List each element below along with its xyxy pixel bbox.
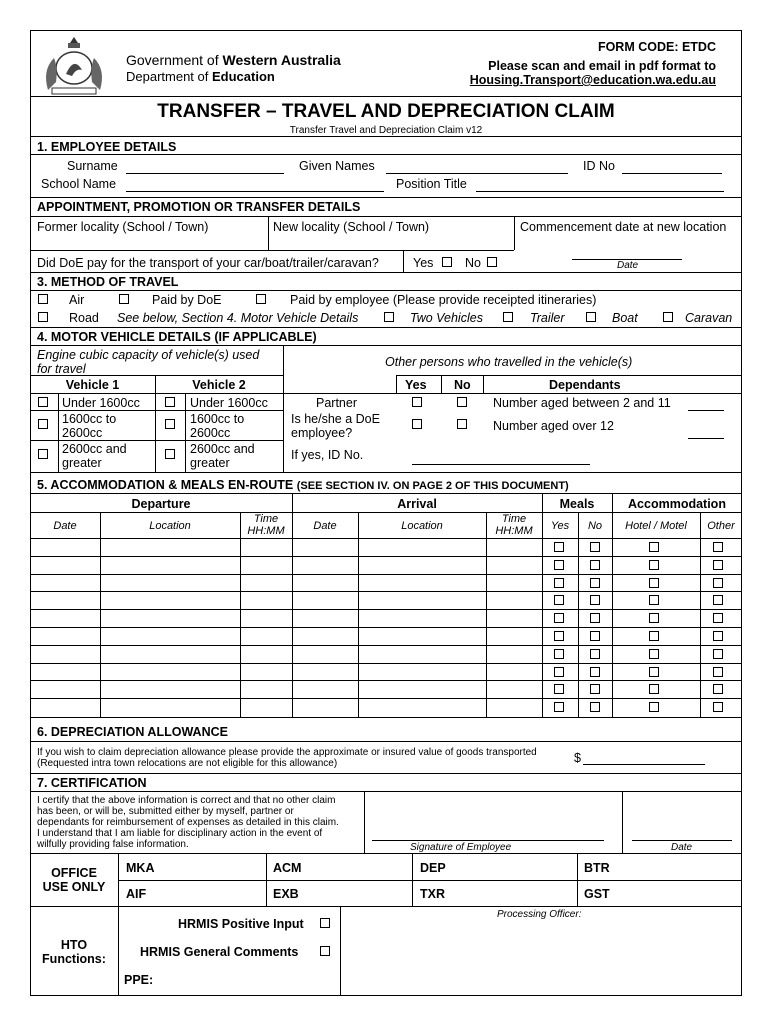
processing-officer-label: Processing Officer: bbox=[497, 909, 582, 920]
doe-pay-no-label: No bbox=[465, 256, 481, 270]
given-names-label: Given Names bbox=[299, 159, 375, 173]
hotel-motel-checkbox[interactable] bbox=[649, 684, 659, 694]
other-checkbox[interactable] bbox=[713, 595, 723, 605]
depreciation-text-1: If you wish to claim depreciation allowance please provide the approximate or insured value of goods transported bbox=[37, 747, 537, 758]
other-checkbox[interactable] bbox=[713, 560, 723, 570]
v1-1600-2600-label-2: 2600cc bbox=[62, 426, 103, 440]
partner-doe-no-checkbox[interactable] bbox=[457, 419, 467, 429]
hotel-motel-checkbox[interactable] bbox=[649, 613, 659, 623]
v2-under-1600-checkbox[interactable] bbox=[165, 397, 175, 407]
road-label: Road bbox=[69, 311, 99, 325]
depreciation-text-2: (Requested intra town relocations are not eligible for this allowance) bbox=[37, 758, 338, 769]
doe-pay-no-checkbox[interactable] bbox=[487, 257, 497, 267]
hrmis-comments-label: HRMIS General Comments bbox=[140, 945, 299, 959]
certification-text-4: I understand that I am liable for disciplinary action in the event of bbox=[37, 828, 323, 839]
commencement-date-label: Commencement date at new location bbox=[520, 220, 727, 234]
v1-under-1600-label: Under 1600cc bbox=[62, 396, 140, 410]
commencement-date-caption: Date bbox=[617, 260, 639, 271]
v1-2600-plus-label-2: greater bbox=[62, 456, 102, 470]
v2-2600-plus-checkbox[interactable] bbox=[165, 449, 175, 459]
aged-2-11-label: Number aged between 2 and 11 bbox=[493, 396, 671, 410]
certification-date-field[interactable] bbox=[632, 840, 732, 841]
caravan-label: Caravan bbox=[685, 311, 733, 325]
hotel-motel-checkbox[interactable] bbox=[649, 542, 659, 552]
certification-heading: 7. CERTIFICATION bbox=[37, 776, 147, 790]
partner-label: Partner bbox=[316, 396, 357, 410]
meals-yes-checkbox[interactable] bbox=[554, 613, 564, 623]
id-no-field[interactable] bbox=[622, 173, 722, 174]
employee-details-heading: 1. EMPLOYEE DETAILS bbox=[37, 140, 177, 154]
caravan-checkbox[interactable] bbox=[663, 312, 673, 322]
hotel-motel-checkbox[interactable] bbox=[649, 631, 659, 641]
other-checkbox[interactable] bbox=[713, 702, 723, 712]
signature-caption: Signature of Employee bbox=[410, 842, 512, 853]
doe-pay-yes-checkbox[interactable] bbox=[442, 257, 452, 267]
other-col: Other bbox=[707, 520, 735, 532]
v1-1600-2600-label-1: 1600cc to bbox=[62, 412, 117, 426]
hotel-motel-checkbox[interactable] bbox=[649, 578, 659, 588]
boat-label: Boat bbox=[612, 311, 638, 325]
two-vehicles-label: Two Vehicles bbox=[410, 311, 483, 325]
aged-over-12-field[interactable] bbox=[688, 438, 724, 439]
trailer-label: Trailer bbox=[530, 311, 565, 325]
certification-text-1: I certify that the above information is correct and that no other claim bbox=[37, 795, 336, 806]
engine-capacity-label-1: Engine cubic capacity of vehicle(s) used bbox=[37, 348, 260, 362]
department-name: Department of Education bbox=[126, 69, 275, 84]
hrmis-positive-label: HRMIS Positive Input bbox=[178, 917, 304, 931]
meals-yes-checkbox[interactable] bbox=[554, 631, 564, 641]
v2-under-1600-label: Under 1600cc bbox=[190, 396, 268, 410]
two-vehicles-checkbox[interactable] bbox=[384, 312, 394, 322]
partner-id-field[interactable] bbox=[412, 464, 590, 465]
form-frame bbox=[30, 30, 742, 996]
form-title: TRANSFER – TRAVEL AND DEPRECIATION CLAIM bbox=[157, 101, 615, 122]
hto-label-1: HTO bbox=[60, 938, 88, 952]
new-locality-label: New locality (School / Town) bbox=[273, 220, 430, 234]
other-checkbox[interactable] bbox=[713, 667, 723, 677]
v2-1600-2600-label-1: 1600cc to bbox=[190, 412, 245, 426]
office-code-txr: TXR bbox=[420, 887, 445, 901]
other-checkbox[interactable] bbox=[713, 649, 723, 659]
aged-2-11-field[interactable] bbox=[688, 410, 724, 411]
other-persons-label: Other persons who travelled in the vehicle(s) bbox=[385, 355, 633, 369]
other-checkbox[interactable] bbox=[713, 613, 723, 623]
hrmis-positive-checkbox[interactable] bbox=[320, 918, 330, 928]
scan-note: Please scan and email in pdf format to bbox=[488, 59, 716, 73]
is-doe-employee-label-1: Is he/she a DoE bbox=[291, 412, 380, 426]
trailer-checkbox[interactable] bbox=[503, 312, 513, 322]
meals-no-checkbox[interactable] bbox=[590, 667, 600, 677]
meals-no-checkbox[interactable] bbox=[590, 631, 600, 641]
hrmis-comments-checkbox[interactable] bbox=[320, 946, 330, 956]
meals-yes-checkbox[interactable] bbox=[554, 542, 564, 552]
meals-no-checkbox[interactable] bbox=[590, 595, 600, 605]
paid-by-doe-checkbox[interactable] bbox=[119, 294, 129, 304]
air-checkbox[interactable] bbox=[38, 294, 48, 304]
departure-location-col: Location bbox=[149, 520, 191, 532]
meals-no-checkbox[interactable] bbox=[590, 684, 600, 694]
meals-yes-checkbox[interactable] bbox=[554, 667, 564, 677]
v2-2600-plus-label-1: 2600cc and bbox=[190, 442, 255, 456]
arrival-heading: Arrival bbox=[397, 497, 437, 511]
road-checkbox[interactable] bbox=[38, 312, 48, 322]
email-link[interactable]: Housing.Transport@education.wa.edu.au bbox=[469, 73, 716, 87]
partner-no-heading: No bbox=[454, 378, 471, 392]
ppe-label: PPE: bbox=[124, 973, 154, 987]
hotel-motel-checkbox[interactable] bbox=[649, 702, 659, 712]
position-title-field[interactable] bbox=[476, 191, 724, 192]
arrival-location-col: Location bbox=[401, 520, 443, 532]
method-of-travel-heading: 3. METHOD OF TRAVEL bbox=[37, 275, 179, 289]
certification-text-3: dependants for reimbursement of expenses as detailed in this claim. bbox=[37, 817, 339, 828]
v1-under-1600-checkbox[interactable] bbox=[38, 397, 48, 407]
partner-yes-heading: Yes bbox=[405, 378, 427, 392]
meals-yes-checkbox[interactable] bbox=[554, 684, 564, 694]
employee-signature-field[interactable] bbox=[372, 840, 604, 841]
dependants-heading: Dependants bbox=[549, 378, 621, 392]
departure-time-col: Time HH:MM bbox=[247, 513, 285, 537]
office-code-acm: ACM bbox=[273, 861, 302, 875]
accommodation-heading: 5. ACCOMMODATION & MEALS EN-ROUTE (SEE SECTION IV. ON PAGE 2 OF THIS DOCUMENT) bbox=[37, 478, 569, 492]
certification-date-caption: Date bbox=[671, 842, 693, 853]
accommodation-col-heading: Accommodation bbox=[628, 497, 726, 511]
is-doe-employee-label-2: employee? bbox=[291, 426, 353, 440]
wa-crest-logo bbox=[38, 34, 110, 98]
other-checkbox[interactable] bbox=[713, 542, 723, 552]
id-no-label: ID No bbox=[583, 159, 615, 173]
school-name-label: School Name bbox=[41, 177, 117, 191]
engine-capacity-label-2: for travel bbox=[37, 362, 86, 376]
school-name-field[interactable] bbox=[126, 191, 384, 192]
departure-date-col: Date bbox=[53, 520, 77, 532]
meals-heading: Meals bbox=[559, 497, 595, 511]
hotel-motel-checkbox[interactable] bbox=[649, 649, 659, 659]
depreciation-value-field[interactable] bbox=[583, 764, 705, 765]
office-code-gst: GST bbox=[584, 887, 610, 901]
hto-label-2: Functions: bbox=[42, 952, 106, 966]
other-checkbox[interactable] bbox=[713, 578, 723, 588]
meals-yes-checkbox[interactable] bbox=[554, 578, 564, 588]
office-use-label-2: USE ONLY bbox=[42, 880, 106, 894]
meals-yes-checkbox[interactable] bbox=[554, 595, 564, 605]
meals-no-checkbox[interactable] bbox=[590, 649, 600, 659]
vehicle-1-heading: Vehicle 1 bbox=[65, 378, 120, 392]
form-subtitle: Transfer Travel and Depreciation Claim v12 bbox=[289, 125, 483, 136]
air-label: Air bbox=[69, 293, 85, 307]
meals-no-checkbox[interactable] bbox=[590, 542, 600, 552]
if-yes-id-label: If yes, ID No. bbox=[291, 448, 364, 462]
office-code-aif: AIF bbox=[126, 887, 147, 901]
given-names-field[interactable] bbox=[386, 173, 568, 174]
office-code-btr: BTR bbox=[584, 861, 610, 875]
former-locality-label: Former locality (School / Town) bbox=[37, 220, 209, 234]
vehicle-2-heading: Vehicle 2 bbox=[192, 378, 246, 392]
partner-no-checkbox[interactable] bbox=[457, 397, 467, 407]
arrival-time-col: Time HH:MM bbox=[495, 513, 533, 537]
see-below-note: See below, Section 4. Motor Vehicle Details bbox=[117, 311, 359, 325]
other-checkbox[interactable] bbox=[713, 684, 723, 694]
v1-2600-plus-label-1: 2600cc and bbox=[62, 442, 127, 456]
form-code: FORM CODE: ETDC bbox=[597, 40, 716, 54]
surname-label: Surname bbox=[67, 159, 118, 173]
v1-2600-plus-checkbox[interactable] bbox=[38, 449, 48, 459]
partner-yes-checkbox[interactable] bbox=[412, 397, 422, 407]
v2-1600-2600-label-2: 2600cc bbox=[190, 426, 231, 440]
meals-yes-checkbox[interactable] bbox=[554, 560, 564, 570]
meals-no-checkbox[interactable] bbox=[590, 613, 600, 623]
partner-doe-yes-checkbox[interactable] bbox=[412, 419, 422, 429]
hotel-motel-checkbox[interactable] bbox=[649, 560, 659, 570]
hotel-motel-checkbox[interactable] bbox=[649, 667, 659, 677]
meals-yes-checkbox[interactable] bbox=[554, 702, 564, 712]
v2-2600-plus-label-2: greater bbox=[190, 456, 230, 470]
v1-1600-2600-checkbox[interactable] bbox=[38, 419, 48, 429]
appointment-heading: APPOINTMENT, PROMOTION OR TRANSFER DETAILS bbox=[37, 200, 361, 214]
certification-text-5: wilfully providing false information. bbox=[37, 839, 189, 850]
office-code-mka: MKA bbox=[126, 861, 155, 875]
paid-by-employee-label: Paid by employee (Please provide receipted itineraries) bbox=[290, 293, 597, 307]
arrival-date-col: Date bbox=[313, 520, 337, 532]
office-code-exb: EXB bbox=[273, 887, 299, 901]
depreciation-heading: 6. DEPRECIATION ALLOWANCE bbox=[37, 725, 228, 739]
meals-yes-checkbox[interactable] bbox=[554, 649, 564, 659]
paid-by-employee-checkbox[interactable] bbox=[256, 294, 266, 304]
meals-no-checkbox[interactable] bbox=[590, 578, 600, 588]
doe-pay-yes-label: Yes bbox=[413, 256, 434, 270]
paid-by-doe-label: Paid by DoE bbox=[152, 293, 222, 307]
dollar-sign: $ bbox=[574, 751, 581, 765]
hotel-motel-col: Hotel / Motel bbox=[625, 520, 687, 532]
surname-field[interactable] bbox=[126, 173, 284, 174]
v2-1600-2600-checkbox[interactable] bbox=[165, 419, 175, 429]
government-name: Government of Western Australia bbox=[126, 52, 341, 68]
office-use-label-1: OFFICE bbox=[51, 866, 97, 880]
other-checkbox[interactable] bbox=[713, 631, 723, 641]
boat-checkbox[interactable] bbox=[586, 312, 596, 322]
meals-no-checkbox[interactable] bbox=[590, 560, 600, 570]
departure-heading: Departure bbox=[131, 497, 191, 511]
meals-no-checkbox[interactable] bbox=[590, 702, 600, 712]
motor-vehicle-heading: 4. MOTOR VEHICLE DETAILS (IF APPLICABLE) bbox=[37, 330, 317, 344]
position-title-label: Position Title bbox=[396, 177, 467, 191]
office-code-dep: DEP bbox=[420, 861, 446, 875]
hotel-motel-checkbox[interactable] bbox=[649, 595, 659, 605]
certification-text-2: has been, or will be, submitted either by myself, partner or bbox=[37, 806, 294, 817]
aged-over-12-label: Number aged over 12 bbox=[493, 419, 614, 433]
meals-yes-col: Yes bbox=[550, 520, 570, 532]
doe-pay-question: Did DoE pay for the transport of your car/boat/trailer/caravan? bbox=[37, 256, 379, 270]
meals-no-col: No bbox=[587, 520, 603, 532]
